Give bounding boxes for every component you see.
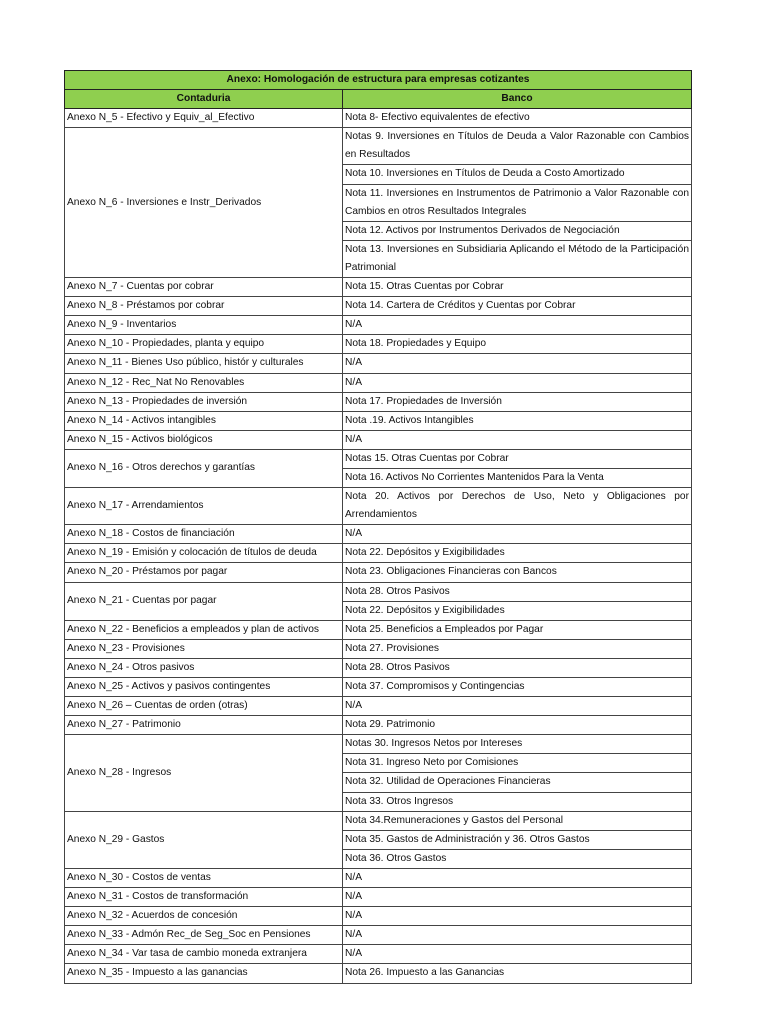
nota-cell: Nota 18. Propiedades y Equipo — [343, 335, 692, 354]
nota-cell: Nota 12. Activos por Instrumentos Derivados de Negociación — [343, 221, 692, 240]
table-row — [65, 658, 692, 677]
anexo-cell: Anexo N_19 - Emisión y colocación de títulos de deuda — [65, 544, 343, 563]
table-row — [65, 811, 692, 830]
table-row — [65, 109, 692, 128]
nota-cell: Nota 36. Otros Gastos — [343, 849, 692, 868]
anexo-cell: Anexo N_5 - Efectivo y Equiv_al_Efectivo — [65, 109, 343, 128]
table-row — [65, 926, 692, 945]
table-row — [65, 488, 692, 525]
nota-cell: Nota 31. Ingreso Neto por Comisiones — [343, 754, 692, 773]
nota-cell: N/A — [343, 697, 692, 716]
anexo-cell: Anexo N_11 - Bienes Uso público, histór y culturales — [65, 354, 343, 373]
anexo-cell: Anexo N_30 - Costos de ventas — [65, 868, 343, 887]
nota-cell: Nota 15. Otras Cuentas por Cobrar — [343, 278, 692, 297]
anexo-cell: Anexo N_22 - Beneficios a empleados y plan de activos — [65, 620, 343, 639]
anexo-cell: Anexo N_33 - Admón Rec_de Seg_Soc en Pensiones — [65, 926, 343, 945]
table-row — [65, 620, 692, 639]
table-row — [65, 316, 692, 335]
nota-cell: Nota 22. Depósitos y Exigibilidades — [343, 601, 692, 620]
anexo-cell: Anexo N_32 - Acuerdos de concesión — [65, 907, 343, 926]
nota-cell: Nota 26. Impuesto a las Ganancias — [343, 964, 692, 983]
table-body — [65, 71, 692, 984]
table-row — [65, 868, 692, 887]
anexo-cell: Anexo N_34 - Var tasa de cambio moneda extranjera — [65, 945, 343, 964]
table-row — [65, 411, 692, 430]
table-row — [65, 278, 692, 297]
nota-cell: Notas 30. Ingresos Netos por Intereses — [343, 735, 692, 754]
anexo-cell: Anexo N_26 – Cuentas de orden (otras) — [65, 697, 343, 716]
nota-cell: Notas 9. Inversiones en Títulos de Deuda a Valor Razonable con Cambios en Resultados — [343, 128, 692, 165]
anexo-cell: Anexo N_10 - Propiedades, planta y equipo — [65, 335, 343, 354]
anexo-cell: Anexo N_24 - Otros pasivos — [65, 658, 343, 677]
title-row — [65, 71, 692, 90]
anexo-cell: Anexo N_21 - Cuentas por pagar — [65, 582, 343, 620]
nota-cell: N/A — [343, 926, 692, 945]
table-row — [65, 888, 692, 907]
nota-cell: N/A — [343, 354, 692, 373]
nota-cell: Notas 15. Otras Cuentas por Cobrar — [343, 449, 692, 468]
table-row — [65, 582, 692, 601]
anexo-cell: Anexo N_28 - Ingresos — [65, 735, 343, 811]
nota-cell: N/A — [343, 888, 692, 907]
anexo-cell: Anexo N_18 - Costos de financiación — [65, 525, 343, 544]
table-row — [65, 392, 692, 411]
anexo-cell: Anexo N_14 - Activos intangibles — [65, 411, 343, 430]
table-row — [65, 335, 692, 354]
nota-cell: Nota 16. Activos No Corrientes Mantenidos Para la Venta — [343, 468, 692, 487]
homologation-table — [64, 70, 692, 984]
nota-cell: Nota 8- Efectivo equivalentes de efectivo — [343, 109, 692, 128]
nota-cell: N/A — [343, 430, 692, 449]
nota-cell: Nota 35. Gastos de Administración y 36. Otros Gastos — [343, 830, 692, 849]
nota-cell: Nota 20. Activos por Derechos de Uso, Neto y Obligaciones por Arrendamientos — [343, 488, 692, 525]
anexo-cell: Anexo N_9 - Inventarios — [65, 316, 343, 335]
nota-cell: Nota 23. Obligaciones Financieras con Bancos — [343, 563, 692, 582]
nota-cell: Nota 33. Otros Ingresos — [343, 792, 692, 811]
table-row — [65, 128, 692, 165]
table-row — [65, 430, 692, 449]
nota-cell: Nota 25. Beneficios a Empleados por Pagar — [343, 620, 692, 639]
nota-cell: Nota 28. Otros Pasivos — [343, 582, 692, 601]
table-row — [65, 449, 692, 468]
anexo-cell: Anexo N_25 - Activos y pasivos contingentes — [65, 678, 343, 697]
column-header-contaduria: Contaduria — [65, 90, 343, 109]
nota-cell: Nota 34.Remuneraciones y Gastos del Personal — [343, 811, 692, 830]
nota-cell: Nota 27. Provisiones — [343, 639, 692, 658]
anexo-cell: Anexo N_29 - Gastos — [65, 811, 343, 868]
nota-cell: Nota 10. Inversiones en Títulos de Deuda a Costo Amortizado — [343, 165, 692, 184]
nota-cell: Nota 13. Inversiones en Subsidiaria Aplicando el Método de la Participación Patrimonial — [343, 240, 692, 277]
nota-cell: Nota 28. Otros Pasivos — [343, 658, 692, 677]
anexo-cell: Anexo N_13 - Propiedades de inversión — [65, 392, 343, 411]
nota-cell: N/A — [343, 373, 692, 392]
table-title: Anexo: Homologación de estructura para empresas cotizantes — [65, 71, 692, 90]
anexo-cell: Anexo N_27 - Patrimonio — [65, 716, 343, 735]
nota-cell: N/A — [343, 316, 692, 335]
table-row — [65, 297, 692, 316]
column-header-row — [65, 90, 692, 109]
nota-cell: N/A — [343, 907, 692, 926]
anexo-cell: Anexo N_7 - Cuentas por cobrar — [65, 278, 343, 297]
nota-cell: Nota 17. Propiedades de Inversión — [343, 392, 692, 411]
table-row — [65, 697, 692, 716]
anexo-cell: Anexo N_12 - Rec_Nat No Renovables — [65, 373, 343, 392]
anexo-cell: Anexo N_16 - Otros derechos y garantías — [65, 449, 343, 487]
table-row — [65, 945, 692, 964]
anexo-cell: Anexo N_20 - Préstamos por pagar — [65, 563, 343, 582]
anexo-cell: Anexo N_6 - Inversiones e Instr_Derivados — [65, 128, 343, 278]
table-row — [65, 964, 692, 983]
nota-cell: N/A — [343, 525, 692, 544]
anexo-cell: Anexo N_31 - Costos de transformación — [65, 888, 343, 907]
nota-cell: Nota 11. Inversiones en Instrumentos de Patrimonio a Valor Razonable con Cambios en otros Resultados Integrales — [343, 184, 692, 221]
table-row — [65, 544, 692, 563]
table-row — [65, 639, 692, 658]
table-row — [65, 716, 692, 735]
nota-cell: Nota 29. Patrimonio — [343, 716, 692, 735]
anexo-cell: Anexo N_8 - Préstamos por cobrar — [65, 297, 343, 316]
nota-cell: Nota 37. Compromisos y Contingencias — [343, 678, 692, 697]
nota-cell: Nota 32. Utilidad de Operaciones Financieras — [343, 773, 692, 792]
nota-cell: Nota .19. Activos Intangibles — [343, 411, 692, 430]
table-row — [65, 735, 692, 754]
table-row — [65, 354, 692, 373]
column-header-banco: Banco — [343, 90, 692, 109]
table-row — [65, 525, 692, 544]
table-row — [65, 563, 692, 582]
nota-cell: Nota 22. Depósitos y Exigibilidades — [343, 544, 692, 563]
anexo-cell: Anexo N_17 - Arrendamientos — [65, 488, 343, 525]
anexo-cell: Anexo N_15 - Activos biológicos — [65, 430, 343, 449]
anexo-cell: Anexo N_23 - Provisiones — [65, 639, 343, 658]
table-row — [65, 907, 692, 926]
anexo-cell: Anexo N_35 - Impuesto a las ganancias — [65, 964, 343, 983]
table-row — [65, 373, 692, 392]
table-row — [65, 678, 692, 697]
nota-cell: N/A — [343, 868, 692, 887]
nota-cell: N/A — [343, 945, 692, 964]
nota-cell: Nota 14. Cartera de Créditos y Cuentas por Cobrar — [343, 297, 692, 316]
